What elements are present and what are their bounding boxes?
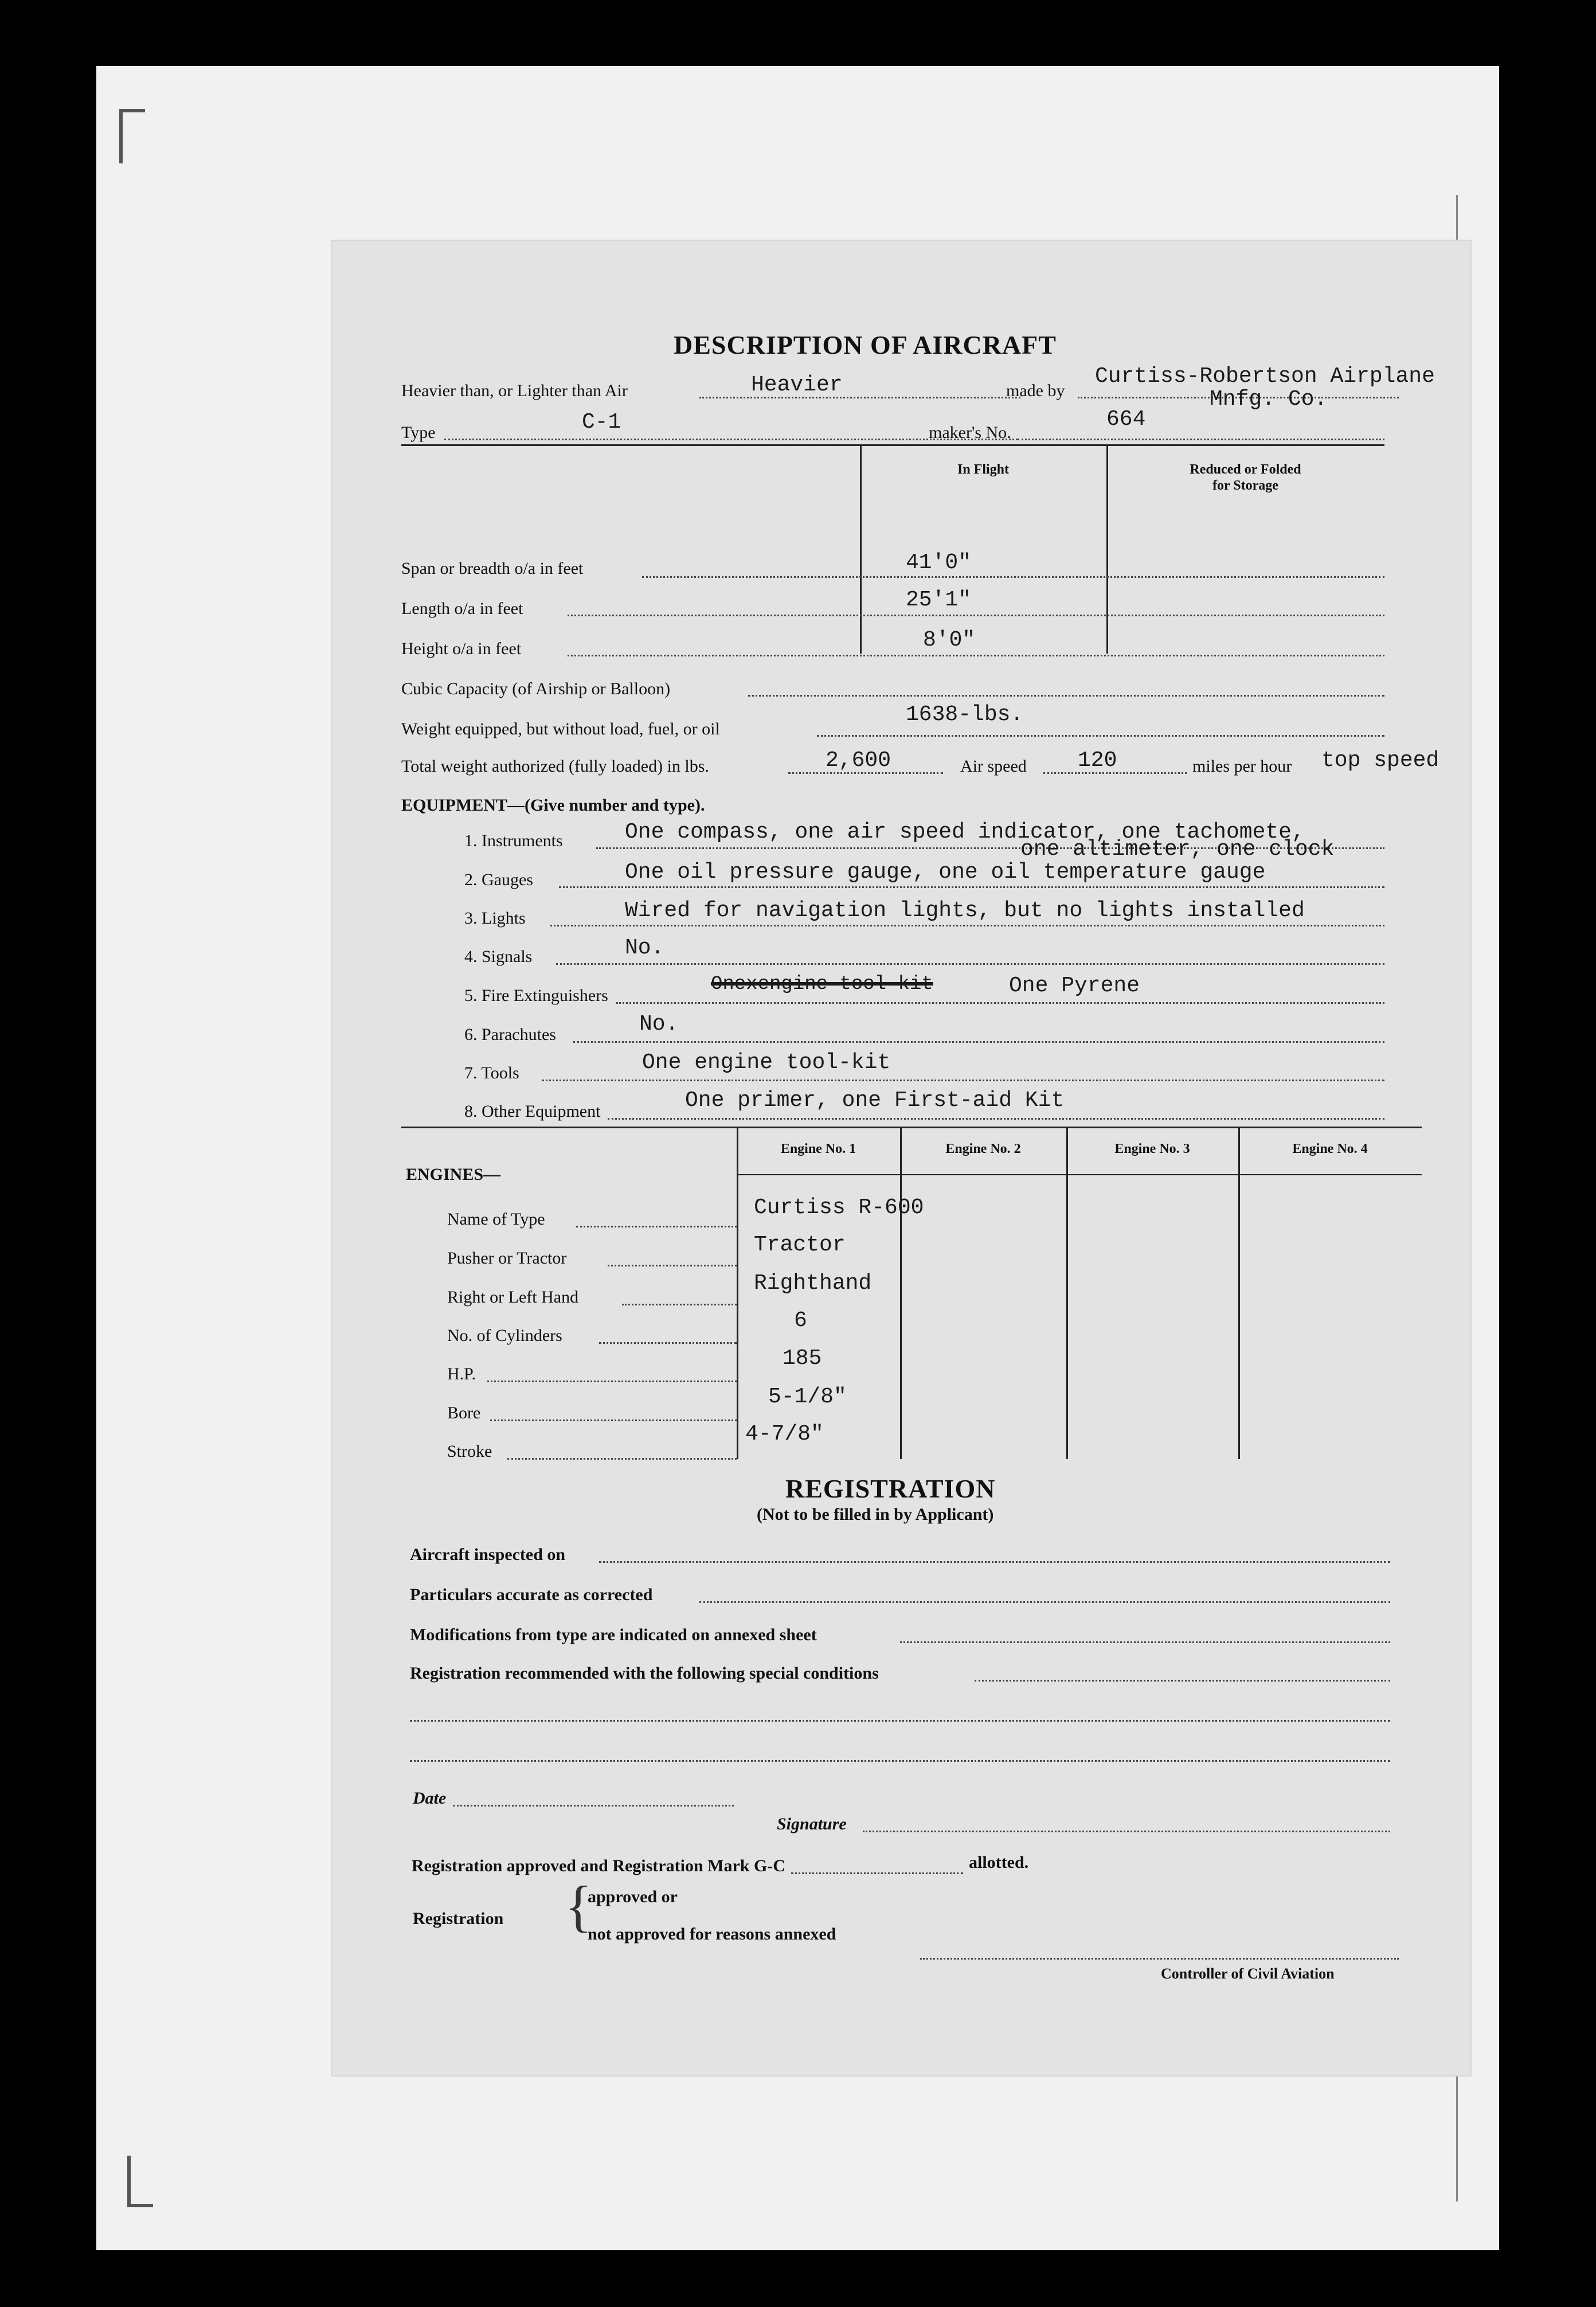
equipment-heading: EQUIPMENT—(Give number and type). xyxy=(401,796,705,815)
engine-row-label: Bore xyxy=(447,1403,481,1422)
engine-row-value: Curtiss R-600 xyxy=(754,1195,924,1220)
engine-row-line xyxy=(490,1420,737,1421)
in-flight-header: In Flight xyxy=(957,462,1010,477)
crop-mark-bottom-left-h xyxy=(127,2204,153,2207)
mph-label: miles per hour xyxy=(1192,757,1292,776)
top-speed-note: top speed xyxy=(1321,748,1439,773)
equip-value: One compass, one air speed indicator, one tachomete, xyxy=(625,820,1305,844)
length-value: 25'1" xyxy=(906,588,972,612)
eng-col-divider-2 xyxy=(900,1127,902,1459)
engine-row-line xyxy=(576,1226,737,1227)
not-approved-label: not approved for reasons annexed xyxy=(588,1925,836,1944)
modifications-label: Modifications from type are indicated on annexed sheet xyxy=(410,1625,817,1644)
equip-line xyxy=(608,1118,1384,1120)
length-line xyxy=(568,615,1384,616)
particulars-label: Particulars accurate as corrected xyxy=(410,1585,653,1604)
makers-no-line xyxy=(1018,439,1384,440)
equip-value: No. xyxy=(639,1012,679,1037)
made-by-value: Curtiss-Robertson Airplane xyxy=(1095,364,1435,389)
heavier-label: Heavier than, or Lighter than Air xyxy=(401,381,628,400)
equip-label: 7. Tools xyxy=(464,1063,519,1082)
engine-col-header: Engine No. 4 xyxy=(1292,1141,1368,1156)
engine-col-header: Engine No. 3 xyxy=(1114,1141,1190,1156)
makers-no-value: 664 xyxy=(1106,407,1146,432)
equip-line xyxy=(616,1002,1384,1004)
engine-col-header: Engine No. 1 xyxy=(780,1141,856,1156)
equip-value: No. xyxy=(625,936,664,960)
allotted-label: allotted. xyxy=(969,1853,1029,1872)
registration-subheading: (Not to be filled in by Applicant) xyxy=(757,1505,994,1524)
equip-label: 1. Instruments xyxy=(464,831,563,850)
equip-label: 3. Lights xyxy=(464,909,526,928)
recommended-line xyxy=(975,1680,1390,1682)
engine-row-value: 4-7/8" xyxy=(745,1422,824,1446)
modifications-line xyxy=(900,1641,1390,1643)
engines-header-rule xyxy=(737,1174,1422,1175)
signature-line xyxy=(863,1831,1390,1832)
engine-row-line xyxy=(487,1381,737,1382)
engine-row-label: Name of Type xyxy=(447,1210,545,1229)
engine-row-value: Righthand xyxy=(754,1271,872,1296)
engine-row-value: 185 xyxy=(783,1346,822,1371)
recommended-line-2 xyxy=(410,1720,1390,1722)
aircraft-form xyxy=(332,241,1470,2075)
weight-equipped-value: 1638-lbs. xyxy=(906,702,1024,727)
dim-table-top xyxy=(401,444,1384,446)
equip-line xyxy=(550,925,1384,926)
eng-col-divider-4 xyxy=(1238,1127,1240,1459)
recommended-line-3 xyxy=(410,1760,1390,1762)
equip-line xyxy=(542,1080,1384,1081)
crop-mark-top-left xyxy=(119,109,123,163)
engine-row-label: Stroke xyxy=(447,1442,492,1461)
registration-label: Registration xyxy=(413,1909,504,1928)
weight-equipped-line xyxy=(817,735,1384,737)
crop-mark-bottom-left xyxy=(127,2156,131,2207)
engines-table-top xyxy=(401,1127,1422,1128)
engine-row-label: Pusher or Tractor xyxy=(447,1249,567,1268)
air-speed-value: 120 xyxy=(1078,748,1117,773)
span-line xyxy=(642,576,1384,578)
engine-row-line xyxy=(622,1304,737,1305)
equip-line xyxy=(559,886,1384,888)
equip-value: One engine tool-kit xyxy=(642,1050,891,1075)
engine-row-label: Right or Left Hand xyxy=(447,1288,579,1307)
engine-col-header: Engine No. 2 xyxy=(945,1141,1021,1156)
engine-row-value: 6 xyxy=(794,1308,807,1333)
span-label: Span or breadth o/a in feet xyxy=(401,559,584,578)
height-line xyxy=(568,655,1384,656)
form-title: DESCRIPTION OF AIRCRAFT xyxy=(674,330,1057,359)
total-weight-value: 2,600 xyxy=(826,748,891,773)
inspected-line xyxy=(599,1561,1390,1563)
equip-value-2: one altimeter, one clock xyxy=(1020,837,1335,862)
approved-mark-label: Registration approved and Registration Mark G-C xyxy=(412,1856,785,1875)
equip-label: 8. Other Equipment xyxy=(464,1102,601,1121)
engine-row-value: 5-1/8" xyxy=(768,1385,847,1409)
engines-heading: ENGINES— xyxy=(406,1165,501,1184)
particulars-line xyxy=(699,1601,1390,1603)
equip-struck-value: Onexengine tool kit xyxy=(711,973,933,995)
reduced-header-2: for Storage xyxy=(1212,478,1278,493)
date-line xyxy=(453,1805,734,1807)
registration-brace: { xyxy=(565,1874,592,1938)
heavier-value: Heavier xyxy=(751,373,843,397)
equip-label: 5. Fire Extinguishers xyxy=(464,986,608,1005)
signature-label: Signature xyxy=(777,1815,847,1833)
span-value: 41'0" xyxy=(906,550,972,575)
approved-mark-line xyxy=(791,1872,963,1874)
eng-col-divider-1 xyxy=(737,1127,738,1459)
made-by-label: made by xyxy=(1006,381,1065,400)
cubic-capacity-line xyxy=(748,695,1384,697)
weight-equipped-label: Weight equipped, but without load, fuel, or oil xyxy=(401,720,720,738)
registration-heading: REGISTRATION xyxy=(785,1474,996,1503)
recommended-label: Registration recommended with the following special conditions xyxy=(410,1664,879,1683)
crop-mark-top-left-h xyxy=(119,109,145,112)
heavier-line xyxy=(699,397,1020,398)
equip-label: 4. Signals xyxy=(464,947,533,966)
length-label: Length o/a in feet xyxy=(401,599,523,618)
height-value: 8'0" xyxy=(923,628,976,652)
makers-no-label: maker's No. xyxy=(929,423,1011,442)
engine-row-line xyxy=(599,1342,737,1344)
equip-label: 2. Gauges xyxy=(464,870,533,889)
approved-or-label: approved or xyxy=(588,1887,678,1906)
engine-row-label: H.P. xyxy=(447,1364,476,1383)
engine-row-line xyxy=(608,1265,737,1266)
inspected-label: Aircraft inspected on xyxy=(410,1545,566,1564)
equip-value: One primer, one First-aid Kit xyxy=(685,1088,1065,1113)
type-label: Type xyxy=(401,423,436,442)
equip-value: Wired for navigation lights, but no lights installed xyxy=(625,898,1305,923)
cubic-capacity-label: Cubic Capacity (of Airship or Balloon) xyxy=(401,679,671,698)
equip-value: One Pyrene xyxy=(1009,973,1140,998)
made-by-value-2: Mnfg. Co. xyxy=(1210,387,1328,412)
equip-line xyxy=(556,963,1384,965)
engine-row-label: No. of Cylinders xyxy=(447,1326,562,1345)
engine-row-value: Tractor xyxy=(754,1233,846,1257)
reduced-header: Reduced or Folded xyxy=(1190,462,1301,477)
eng-col-divider-3 xyxy=(1066,1127,1068,1459)
air-speed-label: Air speed xyxy=(960,757,1027,776)
total-weight-label: Total weight authorized (fully loaded) in lbs. xyxy=(401,757,709,776)
controller-signature-line xyxy=(920,1958,1399,1960)
equip-label: 6. Parachutes xyxy=(464,1025,556,1044)
equip-line xyxy=(573,1041,1384,1043)
engine-row-line xyxy=(507,1458,737,1460)
date-label: Date xyxy=(413,1789,447,1808)
height-label: Height o/a in feet xyxy=(401,639,522,658)
controller-label: Controller of Civil Aviation xyxy=(1161,1965,1335,1982)
type-value: C-1 xyxy=(582,410,621,435)
equip-value: One oil pressure gauge, one oil temperature gauge xyxy=(625,860,1266,885)
